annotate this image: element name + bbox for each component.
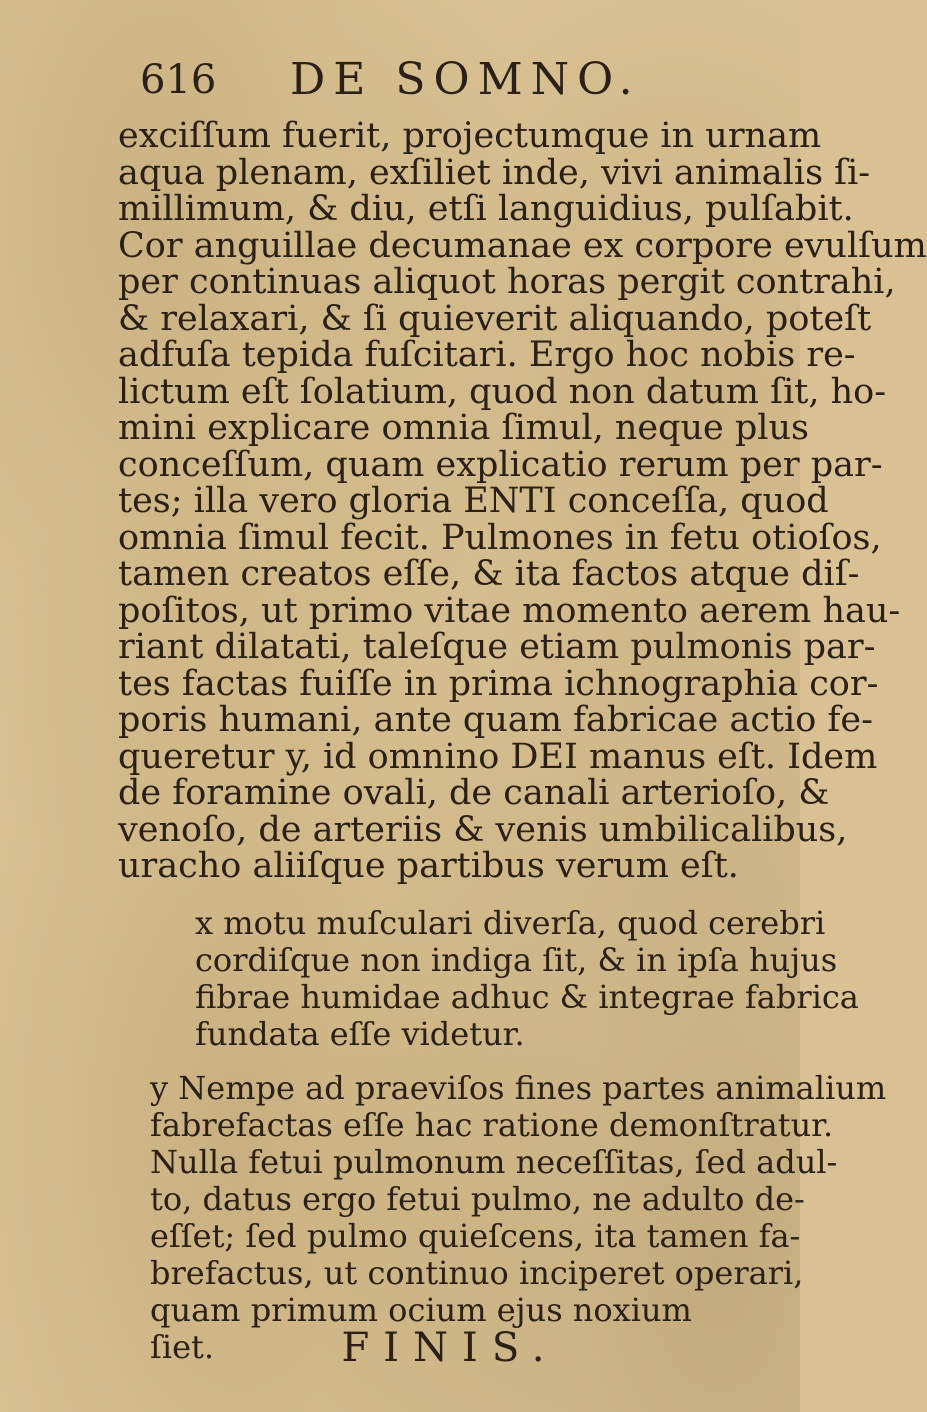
text-line: tes factas fuiſſe in prima ichnographia cor- xyxy=(118,663,879,704)
finis-heading: FINIS. xyxy=(341,1325,559,1371)
text-line: omnia ſimul fecit. Pulmones in fetu otioſos, xyxy=(118,517,882,558)
footnote-line: fibrae humidae adhuc & integrae fabrica xyxy=(195,978,859,1016)
footnote-line: x motu muſculari diverſa, quod cerebri xyxy=(195,904,826,942)
text-line: riant dilatati, taleſque etiam pulmonis par- xyxy=(118,627,876,667)
main-text xyxy=(118,116,927,886)
text-line: conceſſum, quam explicatio rerum per par- xyxy=(118,444,883,485)
text-line: poſitos, ut primo vitae momento aerem hau- xyxy=(118,590,901,631)
page-number: 616 xyxy=(140,57,217,103)
text-line: aqua plenam, exſiliet inde, vivi animalis ſi- xyxy=(118,152,871,193)
footnote-line: y Nempe ad praeviſos fines partes animalium xyxy=(150,1069,887,1107)
footnote-line: fabrefactas eſſe hac ratione demonſtratur. xyxy=(150,1106,834,1144)
footnote-line: fundata eſſe videtur. xyxy=(195,1015,525,1053)
text-line: millimum, & diu, etſi languidius, pulſabit. xyxy=(118,189,854,229)
page-header xyxy=(120,50,720,110)
footnote-line: to, datus ergo fetui pulmo, ne adulto de- xyxy=(150,1180,805,1218)
footnote-line: ſiet. xyxy=(150,1328,215,1366)
footnote-y xyxy=(150,1069,887,1366)
running-title: DE SOMNO. xyxy=(290,54,641,105)
footnote-x xyxy=(195,904,859,1053)
text-line: exciſſum fuerit, projectumque in urnam xyxy=(118,116,822,156)
text-line: mini explicare omnia ſimul, neque plus xyxy=(118,408,809,448)
text-line: poris humani, ante quam fabricae actio fe- xyxy=(118,700,873,740)
footnote-line: cordiſque non indiga ſit, & in ipſa hujus xyxy=(195,941,838,979)
text-line: tamen creatos eſſe, & ita factos atque diſ- xyxy=(118,554,860,594)
footnote-line: quam primum ocium ejus noxium xyxy=(150,1291,692,1329)
text-line: tes; illa vero gloria ENTI conceſſa, quod xyxy=(118,481,829,521)
text-line: queretur y, id omnino DEI manus eſt. Idem xyxy=(118,736,878,777)
text-line: Cor anguillae decumanae ex corpore evulſum xyxy=(118,225,927,266)
text-line: lictum eſt ſolatium, quod non datum ſit, ho- xyxy=(118,371,887,412)
text-line: adfuſa tepida fuſcitari. Ergo hoc nobis re- xyxy=(118,335,856,375)
text-line: per continuas aliquot horas pergit contrahi, xyxy=(118,262,896,302)
text-line: venoſo, de arteriis & venis umbilicalibus, xyxy=(118,809,848,850)
text-line: de foramine ovali, de canali arterioſo, & xyxy=(118,773,830,813)
footnote-line: brefactus, ut continuo inciperet operari, xyxy=(150,1254,804,1292)
footnote-line: Nulla fetui pulmonum neceſſitas, ſed adul- xyxy=(150,1143,838,1181)
text-line: uracho aliiſque partibus verum eſt. xyxy=(118,846,739,886)
footnote-line: eſſet; ſed pulmo quieſcens, ita tamen fa- xyxy=(150,1217,801,1255)
text-line: & relaxari, & ſi quieverit aliquando, poteſt xyxy=(118,298,872,339)
